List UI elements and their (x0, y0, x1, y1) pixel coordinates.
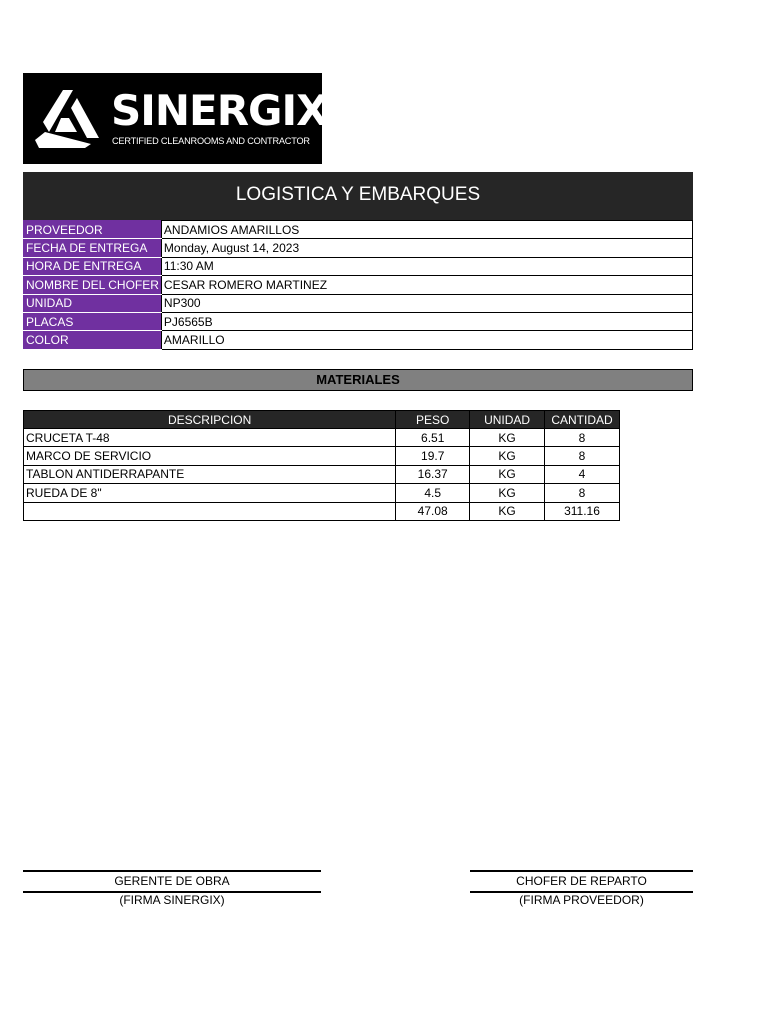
cell-descripcion: MARCO DE SERVICIO (24, 447, 396, 465)
table-row (24, 429, 620, 447)
cell-cantidad: 8 (545, 447, 620, 465)
info-row-proveedor (24, 221, 693, 239)
delivery-info-table (23, 220, 693, 350)
table-row (24, 484, 620, 502)
sinergix-triangle-logo-icon (33, 88, 101, 150)
signature-firm: (FIRMA PROVEEDOR) (470, 891, 693, 908)
cell-descripcion: RUEDA DE 8" (24, 484, 396, 502)
info-label: FECHA DE ENTREGA (24, 239, 162, 257)
cell-cantidad: 4 (545, 465, 620, 483)
info-label: PLACAS (24, 312, 162, 330)
column-header-cantidad: CANTIDAD (545, 411, 620, 429)
cell-unidad: KG (470, 484, 545, 502)
info-row-fecha (24, 239, 693, 257)
info-label: NOMBRE DEL CHOFER (24, 276, 162, 294)
cell-unidad: KG (470, 502, 545, 520)
info-value: 11:30 AM (161, 257, 692, 275)
column-header-peso: PESO (396, 411, 470, 429)
brand-name: SINERGIX (111, 86, 328, 135)
cell-cantidad: 8 (545, 484, 620, 502)
cell-peso: 4.5 (396, 484, 470, 502)
cell-descripcion: TABLON ANTIDERRAPANTE (24, 465, 396, 483)
page-title: LOGISTICA Y EMBARQUES (23, 172, 693, 220)
table-row (24, 465, 620, 483)
materials-section-title: MATERIALES (23, 369, 693, 391)
info-row-hora (24, 257, 693, 275)
cell-unidad: KG (470, 429, 545, 447)
signature-firm: (FIRMA SINERGIX) (23, 891, 321, 908)
signature-role: GERENTE DE OBRA (114, 874, 230, 888)
info-row-placas (24, 312, 693, 330)
cell-cantidad: 8 (545, 429, 620, 447)
info-value: CESAR ROMERO MARTINEZ (161, 276, 692, 294)
cell-peso: 6.51 (396, 429, 470, 447)
info-label: UNIDAD (24, 294, 162, 312)
table-row (24, 447, 620, 465)
sinergix-logo (23, 73, 328, 164)
info-row-chofer (24, 276, 693, 294)
cell-peso: 16.37 (396, 465, 470, 483)
info-value: NP300 (161, 294, 692, 312)
cell-cantidad-total: 311.16 (545, 502, 620, 520)
materials-header-row (24, 411, 620, 429)
totals-row (24, 502, 620, 520)
info-row-unidad (24, 294, 693, 312)
cell-descripcion: CRUCETA T-48 (24, 429, 396, 447)
cell-unidad: KG (470, 465, 545, 483)
cell-peso-total: 47.08 (396, 502, 470, 520)
info-label: PROVEEDOR (24, 221, 162, 239)
cell-descripcion (24, 502, 396, 520)
signature-block-gerente (23, 870, 321, 908)
info-row-color (24, 331, 693, 349)
signature-role: CHOFER DE REPARTO (516, 874, 647, 888)
materials-table (23, 410, 620, 521)
column-header-unidad: UNIDAD (470, 411, 545, 429)
info-label: HORA DE ENTREGA (24, 257, 162, 275)
info-value: PJ6565B (161, 312, 692, 330)
signature-block-chofer (470, 870, 693, 908)
info-value: Monday, August 14, 2023 (161, 239, 692, 257)
cell-peso: 19.7 (396, 447, 470, 465)
brand-tagline: CERTIFIED CLEANROOMS AND CONTRACTOR (112, 136, 310, 146)
info-label: COLOR (24, 331, 162, 349)
info-value: ANDAMIOS AMARILLOS (161, 221, 692, 239)
column-header-descripcion: DESCRIPCION (24, 411, 396, 429)
info-value: AMARILLO (161, 331, 692, 349)
cell-unidad: KG (470, 447, 545, 465)
